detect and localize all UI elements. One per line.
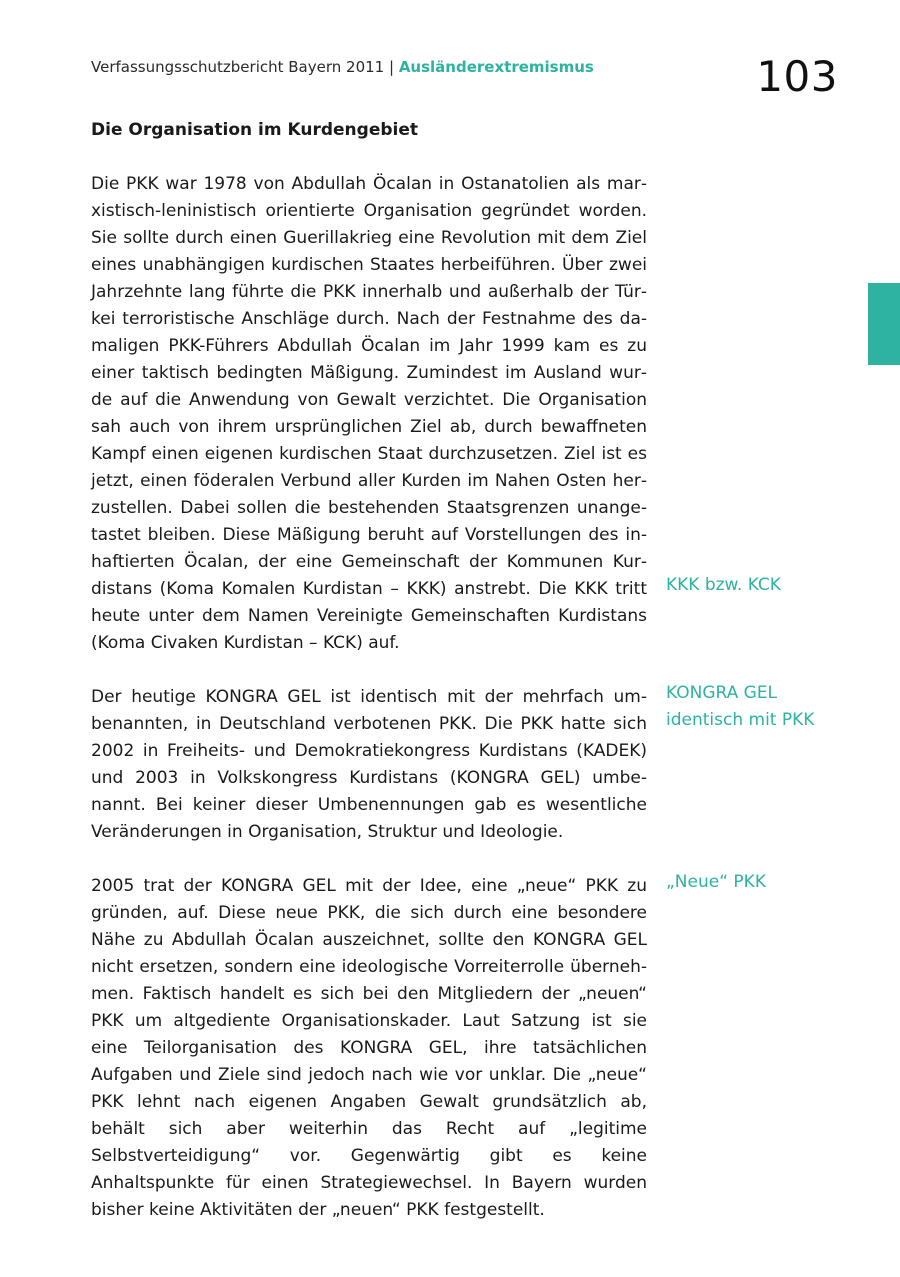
section-title: Ausländerextremismus bbox=[398, 58, 594, 76]
margin-note-kongra-gel: KONGRA GEL identisch mit PKK bbox=[666, 683, 815, 730]
header-separator: | bbox=[388, 58, 395, 76]
paragraph-pkk-history: Die PKK war 1978 von Abdullah Öcalan in Ostanatolien als marxistisch-leninistisch orientierte Organisation gegründet worden. Sie sollte durch einen Guerillakrieg eine Revolution mit dem Ziel eines unabhängigen kurdischen Staates herbeiführen. Über zwei Jahrzehnte lang führte die PKK innerhalb und außerhalb der Türkei terroristische Anschläge durch. Nach der Festnahme des damaligen PKK-Führers Abdullah Öcalan im Jahr 1999 kam es zu einer taktisch bedingten Mäßigung. Zumindest im Ausland wurde auf die Anwendung von Gewalt verzichtet. Die Organisation sah auch von ihrem ursprünglichen Ziel ab, durch bewaffneten Kampf einen eigenen kurdischen Staat durchzusetzen. Ziel ist es jetzt, einen föderalen Verbund aller Kurden im Nahen Osten herzustellen. Dabei sollen die bestehenden Staatsgrenzen unangetastet bleiben. Diese Mäßigung beruht auf Vorstellungen des inhaftierten Öcalan, der eine Gemeinschaft der Kommunen Kurdistans (Koma Komalen Kurdistan – KKK) anstrebt. Die KKK tritt heute unter dem Namen Vereinigte Gemeinschaften Kurdistans (Koma Civaken Kurdistan – KCK) auf. bbox=[91, 174, 647, 653]
margin-note-kkk-kck: KKK bzw. KCK bbox=[666, 575, 781, 595]
margin-note-neue-pkk: „Neue“ PKK bbox=[666, 872, 766, 892]
main-text-column bbox=[91, 117, 647, 1251]
paragraph-kongra-gel: Der heutige KONGRA GEL ist identisch mit der mehrfach umbenannten, in Deutschland verbotenen PKK. Die PKK hatte sich 2002 in Freiheits- und Demokratiekongress Kurdistans (KADEK) und 2003 in Volkskongress Kurdistans (KONGRA GEL) umbenannt. Bei keiner dieser Umbenennungen gab es wesentliche Veränderungen in Organisation, Struktur und Ideologie. bbox=[91, 687, 647, 842]
running-header bbox=[91, 58, 594, 76]
page-number: 103 bbox=[756, 52, 838, 101]
section-heading: Die Organisation im Kurdengebiet bbox=[91, 120, 419, 140]
report-title: Verfassungsschutzbericht Bayern 2011 bbox=[91, 58, 385, 76]
paragraph-neue-pkk: 2005 trat der KONGRA GEL mit der Idee, eine „neue“ PKK zu gründen, auf. Diese neue PKK, die sich durch eine besondere Nähe zu Abdullah Öcalan auszeichnet, sollte den KONGRA GEL nicht ersetzen, sondern eine ideologische Vorreiterrolle übernehmen. Faktisch handelt es sich bei den Mitgliedern der „neuen“ PKK um altgediente Organisationskader. Laut Satzung ist sie eine Teilorganisation des KONGRA GEL, ihre tatsächlichen Aufgaben und Ziele sind jedoch nach wie vor unklar. Die „neue“ PKK lehnt nach eigenen Angaben Gewalt grundsätzlich ab, behält sich aber weiterhin das Recht auf „legitime Selbstverteidigung“ vor. Gegenwärtig gibt es keine Anhaltspunkte für einen Strategiewechsel. In Bayern wurden bisher keine Aktivitäten der „neuen“ PKK festgestellt. bbox=[91, 876, 647, 1220]
chapter-tab-marker bbox=[868, 283, 900, 365]
